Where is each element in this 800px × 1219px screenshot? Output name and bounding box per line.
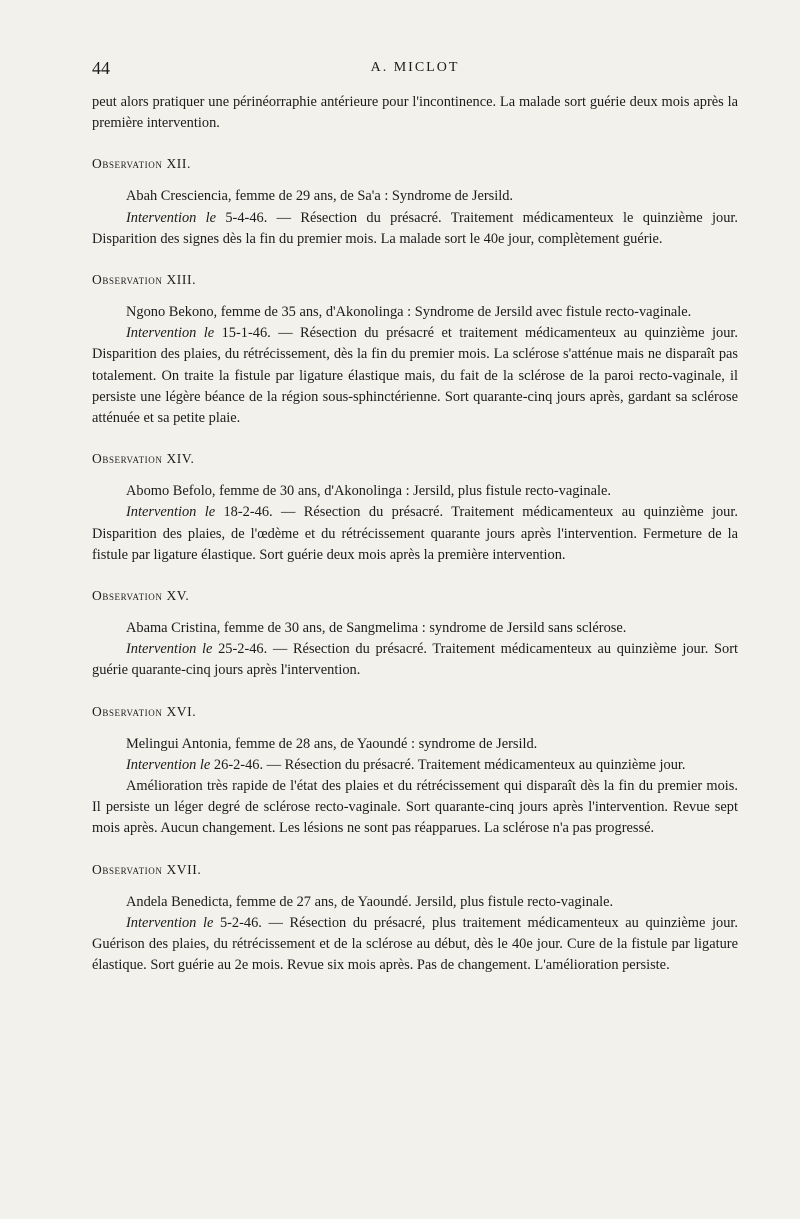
intervention-text: 18-2-46. — Résection du présacré. Traitement médicamenteux au quinzième jour. Disparition des plaies, de l'œdème et du rétrécissement quarante jours après l'intervention. Fermeture de la fistule par ligature élastique. Sort guérie deux mois après la première intervention.: [92, 504, 738, 563]
intervention-text: 5-4-46. — Résection du présacré. Traitement médicamenteux le quinzième jour. Disparition des signes dès la fin du premier mois. La malade sort le 40e jour, complètement guérie.: [92, 209, 738, 247]
intervention-lead: Intervention le: [126, 209, 217, 226]
intervention-paragraph: [92, 323, 738, 429]
page-number: 44: [92, 58, 110, 78]
intervention-lead: Intervention le: [126, 641, 213, 658]
intervention-text: 15-1-46. — Résection du présacré et traitement médicamenteux au quinzième jour. Disparition des plaies, du rétrécissement, dès la fin du premier mois. La sclérose s'atténue mais ne disparaît pas totalement. On traite la fistule par ligature élastique mais, du fait de la sclérose de la paroi recto-vaginale, il persiste une légère béance de la région sous-sphinctérienne. Sort quarante-cinq jours après, gardant sa sclérose atténuée et sa petite plaie.: [92, 325, 738, 427]
observation-block: [92, 156, 738, 250]
observation-block: [92, 451, 738, 566]
observation-block: [92, 704, 738, 840]
intervention-lead: Intervention le: [126, 325, 215, 342]
observation-heading: Observation XII.: [92, 156, 191, 172]
case-description: Abomo Befolo, femme de 30 ans, d'Akonolinga : Jersild, plus fistule recto-vaginale.: [126, 483, 611, 500]
case-description: Abah Cresciencia, femme de 29 ans, de Sa'a : Syndrome de Jersild.: [126, 188, 514, 205]
intervention-paragraph: [92, 502, 738, 566]
observation-block: [92, 272, 738, 429]
observation-heading: Observation XVII.: [92, 861, 202, 877]
intervention-paragraph: [92, 639, 738, 681]
case-description: Melingui Antonia, femme de 28 ans, de Yaoundé : syndrome de Jersild.: [126, 735, 538, 752]
intervention-lead: Intervention le: [126, 914, 214, 931]
observation-heading: Observation XIII.: [92, 272, 197, 288]
observation-block: [92, 588, 738, 682]
running-head: [92, 0, 738, 92]
observations-list: [92, 156, 738, 976]
observation-heading: Observation XVI.: [92, 703, 197, 719]
intervention-paragraph: [92, 913, 738, 977]
observation-heading: Observation XIV.: [92, 451, 195, 467]
observation-block: [92, 862, 738, 977]
case-description: Ngono Bekono, femme de 35 ans, d'Akonolinga : Syndrome de Jersild avec fistule recto-vaginale.: [126, 304, 692, 321]
intervention-text: 5-2-46. — Résection du présacré, plus traitement médicamenteux au quinzième jour. Guérison des plaies, du rétrécissement et de la sclérose au début, dès le 40e jour. Cure de la fistule par ligature élastique. Sort guérie au 2e mois. Revue six mois après. Pas de changement. L'amélioration persiste.: [92, 914, 738, 974]
intervention-paragraph: [92, 755, 738, 776]
case-description: Abama Cristina, femme de 30 ans, de Sangmelima : syndrome de Jersild sans sclérose.: [126, 620, 627, 637]
intervention-text: 26-2-46. — Résection du présacré. Traitement médicamenteux au quinzième jour.: [210, 756, 686, 773]
intro-paragraph: peut alors pratiquer une périnéorraphie antérieure pour l'incontinence. La malade sort guérie deux mois après la première intervention.: [92, 94, 738, 132]
intervention-paragraph: [92, 208, 738, 250]
case-description: Andela Benedicta, femme de 27 ans, de Yaoundé. Jersild, plus fistule recto-vaginale.: [126, 893, 614, 910]
observation-heading: Observation XV.: [92, 588, 190, 604]
intervention-lead: Intervention le: [126, 756, 211, 773]
follow-up-paragraph: Amélioration très rapide de l'état des plaies et du rétrécissement qui disparaît dès la fin du premier mois. Il persiste un léger degré de sclérose recto-vaginale. Sort quarante-cinq jours après l'intervention. Revue sept mois après. Aucun changement. Les lésions ne sont pas réapparues. La sclérose n'a pas progressé.: [92, 778, 738, 837]
intervention-text: 25-2-46. — Résection du présacré. Traitement médicamenteux au quinzième jour. Sort guérie quarante-cinq jours après l'intervention.: [92, 641, 738, 679]
intervention-lead: Intervention le: [126, 504, 216, 521]
running-title: A. MICLOT: [370, 60, 460, 75]
